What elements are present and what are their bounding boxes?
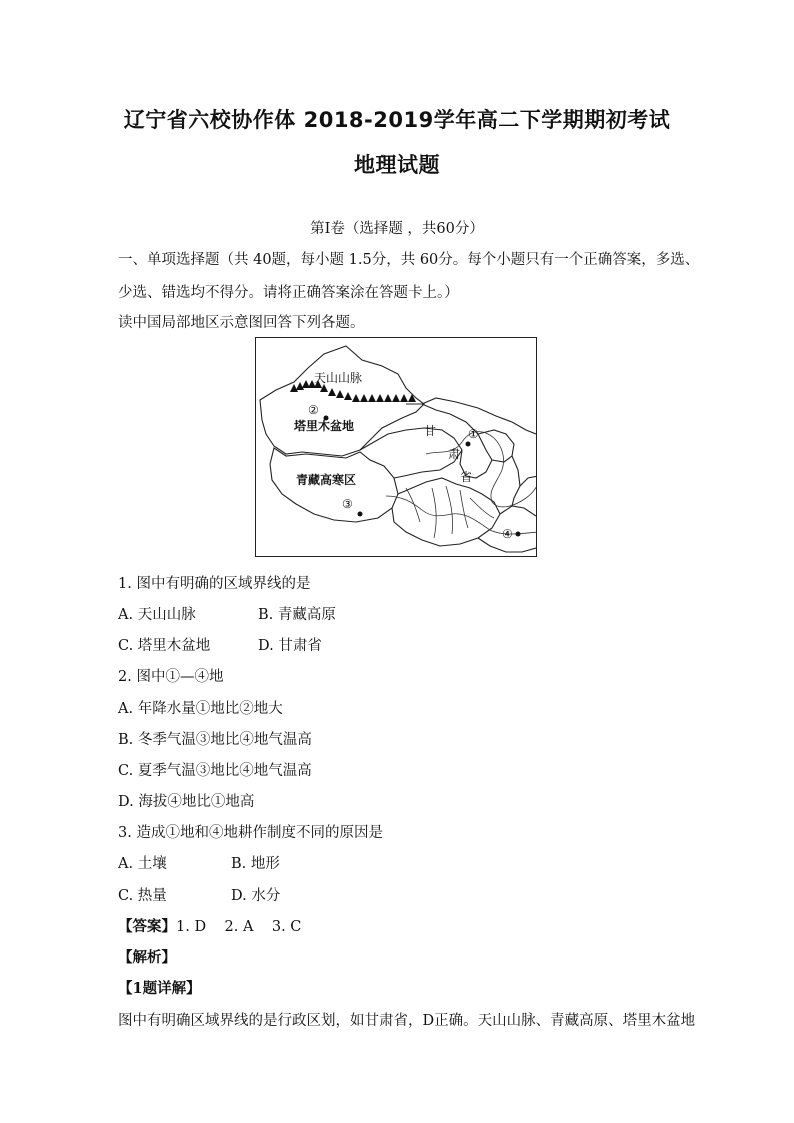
china-region-map xyxy=(255,337,537,557)
marker-2-label: ② xyxy=(308,403,319,417)
tianshan-label: 天山山脉 xyxy=(314,371,363,385)
qingzang-label: 青藏高寒区 xyxy=(296,473,357,487)
su-label: 肃 xyxy=(448,447,461,461)
tarim-label: 塔里木盆地 xyxy=(294,419,355,433)
question-2-stem: 2. 图中①—④地 xyxy=(118,669,224,685)
section-heading: 第Ⅰ卷（选择题 ，共60分） xyxy=(310,221,484,237)
read-prompt: 读中国局部地区示意图回答下列各题。 xyxy=(118,315,365,331)
river-5 xyxy=(460,490,468,528)
river-3 xyxy=(432,488,436,538)
marker-4-dot xyxy=(516,532,521,537)
question-3-option-b: B. 地形 xyxy=(231,856,280,872)
question-2-option-a: A. 年降水量①地比②地大 xyxy=(118,701,283,717)
sichuan-boundary xyxy=(392,478,500,546)
yellow-river xyxy=(426,432,537,507)
question-1-option-d: D. 甘肃省 xyxy=(258,638,322,654)
detail-1-text: 图中有明确区域界线的是行政区划，如甘肃省，D正确。天山山脉、青藏高原、塔里木盆地 xyxy=(118,1013,696,1029)
instruction-line-2: 少选、错选均不得分。请将正确答案涂在答题卡上。） xyxy=(118,285,459,301)
inner-mongolia-boundary xyxy=(422,398,536,434)
marker-1-label: ① xyxy=(468,427,479,441)
answer-label: 【答案】 xyxy=(118,918,176,935)
question-2-option-b: B. 冬季气温③地比④地气温高 xyxy=(118,732,312,748)
question-1-option-c: C. 塔里木盆地 xyxy=(118,638,211,654)
question-3-option-a: A. 土壤 xyxy=(118,856,167,872)
question-3-option-c: C. 热量 xyxy=(118,888,167,904)
marker-3-dot xyxy=(358,512,363,517)
question-1-option-a: A. 天山山脉 xyxy=(118,607,196,623)
analysis-label: 【解析】 xyxy=(118,949,176,966)
question-2-option-c: C. 夏季气温③地比④地气温高 xyxy=(118,763,312,779)
question-2-option-d: D. 海拔④地比①地高 xyxy=(118,794,255,810)
east-boundary xyxy=(500,506,536,516)
marker-4-label: ④ xyxy=(502,527,513,541)
marker-3-label: ③ xyxy=(342,497,353,511)
question-1-option-b: B. 青藏高原 xyxy=(258,607,336,623)
instruction-line-1: 一、单项选择题（共 40题，每小题 1.5分，共 60分。每个小题只有一个正确答案，多选、 xyxy=(118,252,700,268)
question-3-option-d: D. 水分 xyxy=(231,888,281,904)
river-4 xyxy=(446,486,453,534)
marker-1-dot xyxy=(466,442,471,447)
question-3-stem: 3. 造成①地和④地耕作制度不同的原因是 xyxy=(118,825,383,841)
henan-boundary xyxy=(520,476,537,486)
gan-label: 甘 xyxy=(424,424,437,438)
answer-line xyxy=(118,915,301,936)
detail-1-label: 【1题详解】 xyxy=(118,980,201,997)
title-line-2: 地理试题 xyxy=(354,153,440,177)
shaanxi-boundary xyxy=(512,456,520,506)
map-figure xyxy=(256,338,537,557)
gansu-boundary xyxy=(406,404,492,478)
qinghai-border xyxy=(360,428,462,478)
yangtze-river xyxy=(386,496,537,534)
question-1-stem: 1. 图中有明确的区域界线的是 xyxy=(118,576,311,592)
river-6 xyxy=(406,488,420,522)
title-line-1: 辽宁省六校协作体 2018-2019学年高二下学期期初考试 xyxy=(123,108,671,132)
answer-text: 1. D 2. A 3. C xyxy=(176,919,302,935)
river-7 xyxy=(470,498,494,518)
sheng-label: 省 xyxy=(460,470,473,484)
